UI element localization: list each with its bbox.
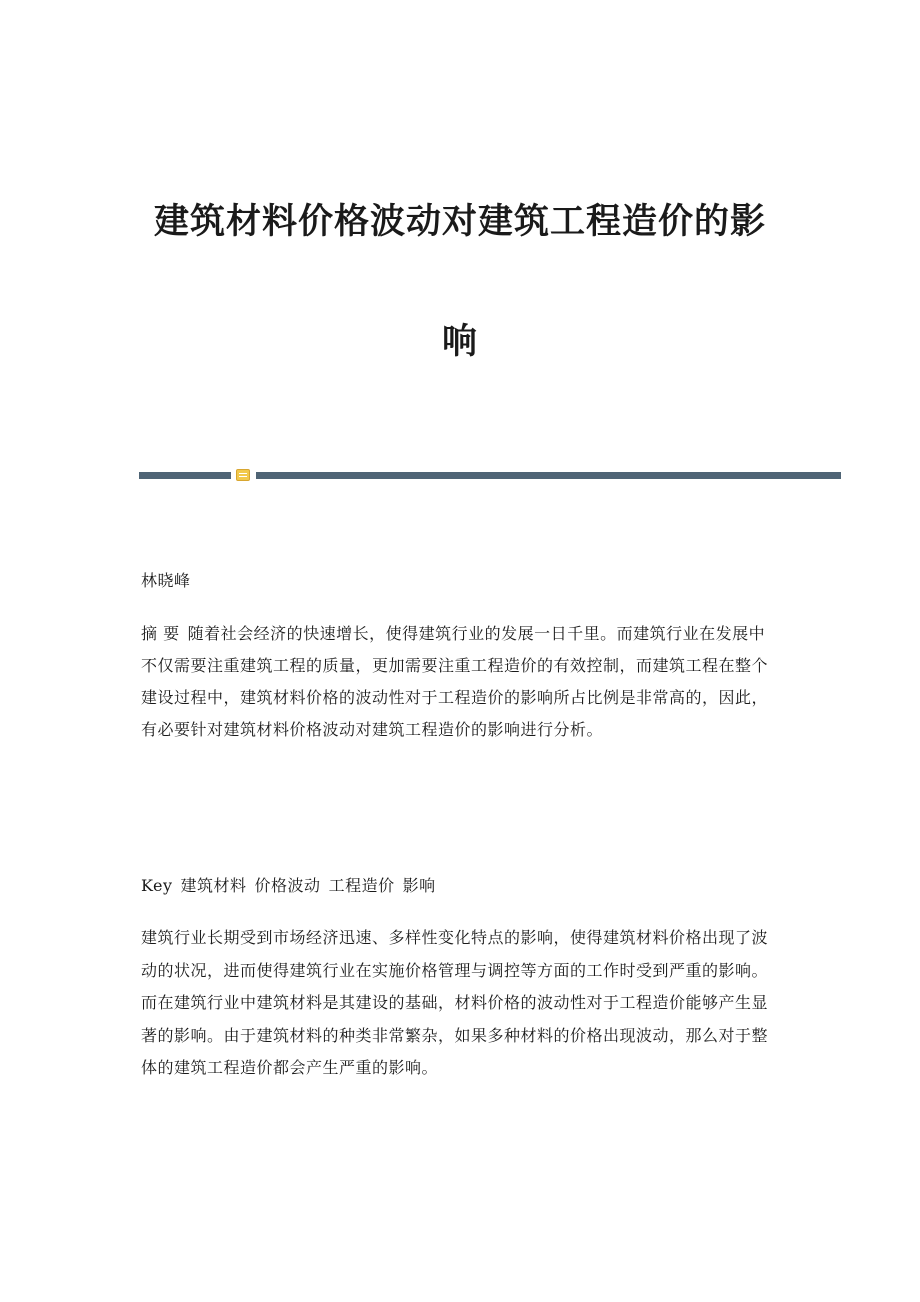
keyword-item: 价格波动 xyxy=(254,876,321,895)
keywords xyxy=(141,870,771,901)
author-name: 林晓峰 xyxy=(141,571,191,590)
keyword-item: 影响 xyxy=(402,876,436,895)
document-title-line-2: 响 xyxy=(441,321,478,362)
title-divider xyxy=(139,467,841,485)
divider-bar-right xyxy=(256,472,841,479)
keyword-item: 建筑材料 xyxy=(180,876,247,895)
divider-bar-left xyxy=(139,472,231,479)
keywords-label: Key xyxy=(141,876,173,895)
body-paragraph: 建筑行业长期受到市场经济迅速、多样性变化特点的影响，使得建筑材料价格出现了波动的状况，进而使得建筑行业在实施价格管理与调控等方面的工作时受到严重的影响。而在建筑行业中建筑材料是其建设的基础，材料价格的波动性对于工程造价能够产生显著的影响。由于建筑材料的种类非常繁杂，如果多种材料的价格出现波动，那么对于整体的建筑工程造价都会产生严重的影响。 xyxy=(141,928,769,1077)
abstract-label: 摘 要 xyxy=(141,624,180,643)
keyword-item: 工程造价 xyxy=(328,876,395,895)
abstract xyxy=(141,618,771,746)
divider-mark-icon xyxy=(236,469,250,481)
document-title-line-1: 建筑材料价格波动对建筑工程造价的影 xyxy=(153,201,766,242)
abstract-text: 随着社会经济的快速增长，使得建筑行业的发展一日千里。而建筑行业在发展中不仅需要注重建筑工程的质量，更加需要注重工程造价的有效控制，而建筑工程在整个建设过程中，建筑材料价格的波动性对于工程造价的影响所占比例是非常高的，因此，有必要针对建筑材料价格波动对建筑工程造价的影响进行分析。 xyxy=(141,624,769,739)
